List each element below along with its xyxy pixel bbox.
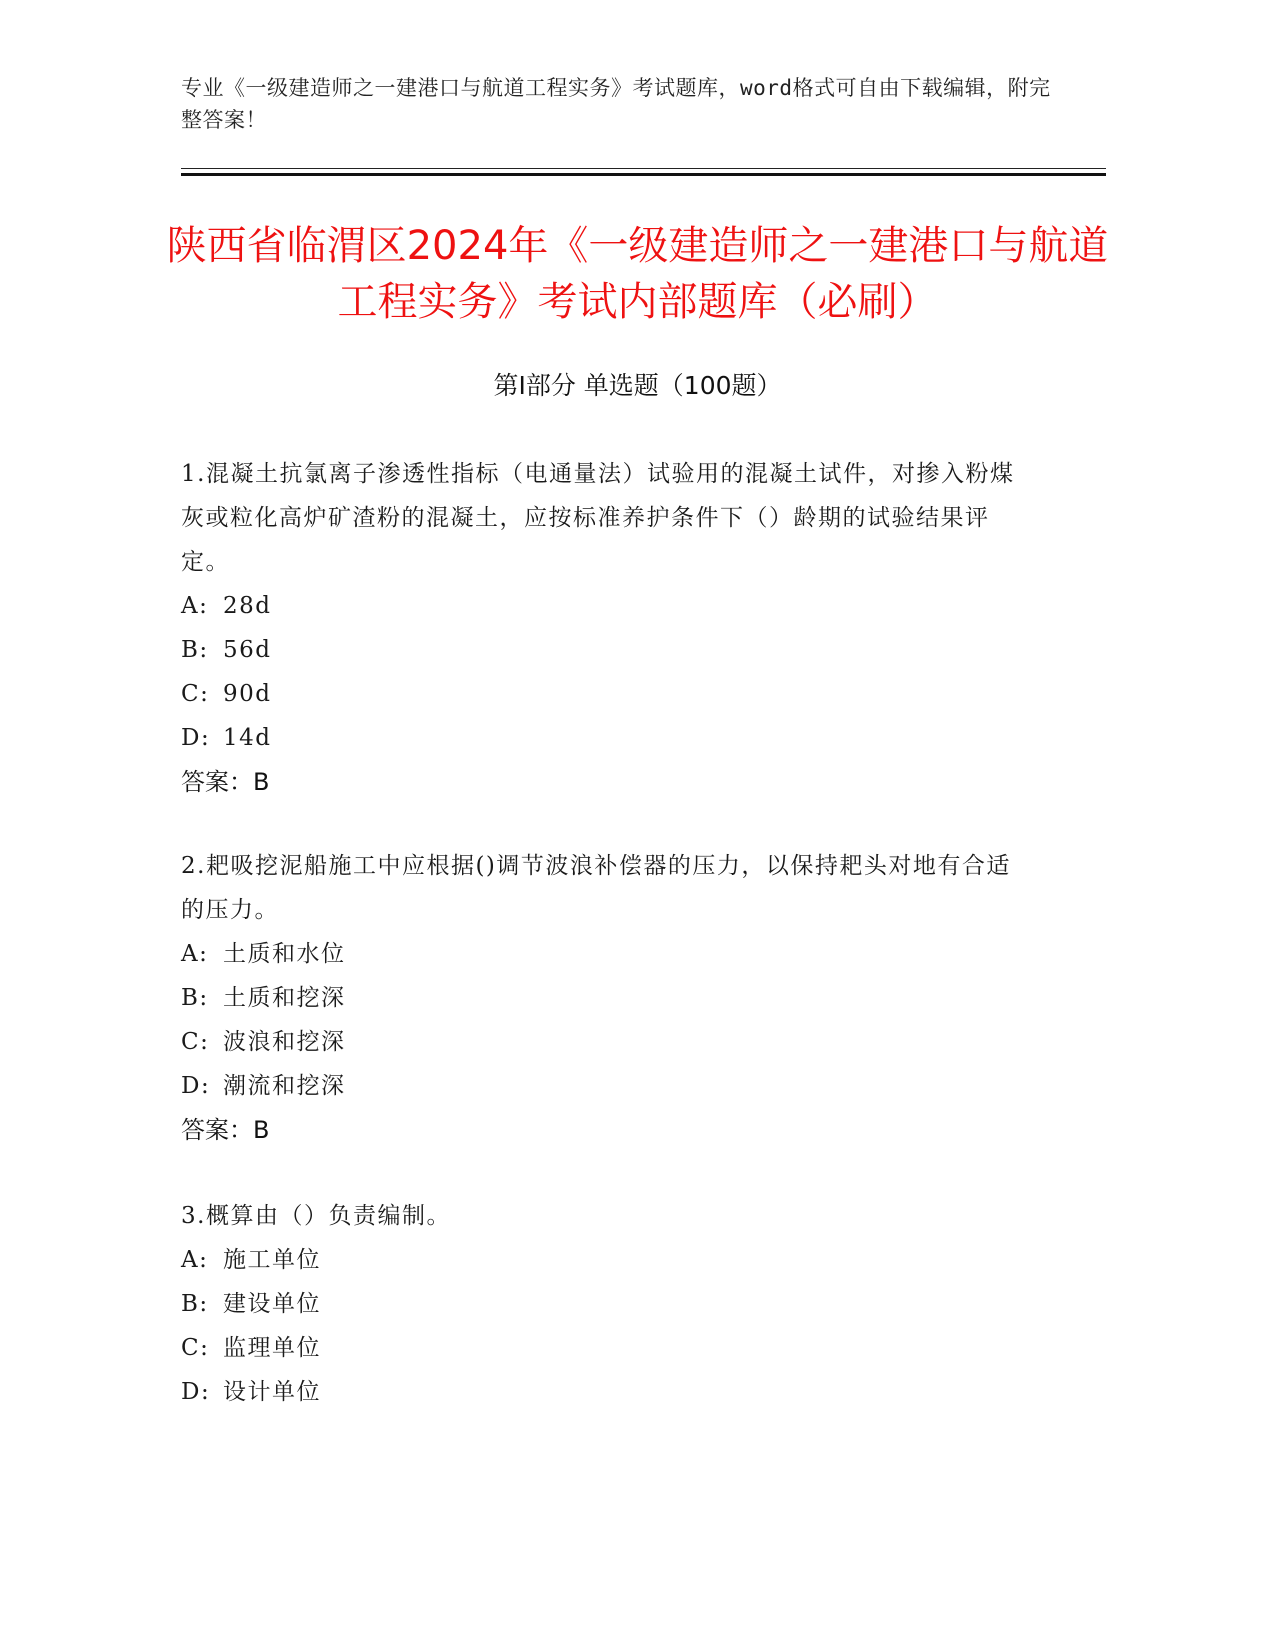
question-stem: 2.耙吸挖泥船施工中应根据()调节波浪补偿器的压力，以保持耙头对地有合适的压力。 (181, 853, 1011, 923)
option-text: 土质和水位 (223, 941, 346, 967)
option-text: 90d (223, 681, 272, 707)
option-d (181, 1370, 1021, 1414)
option-key: D: (181, 1379, 211, 1405)
option-c (181, 1326, 1021, 1370)
answer-line: 答案：B (181, 768, 270, 796)
option-key: B: (181, 637, 209, 663)
option-key: C: (181, 1335, 210, 1361)
option-text: 施工单位 (223, 1247, 321, 1273)
option-b (181, 628, 1021, 672)
option-key: B: (181, 985, 209, 1011)
header-note: 专业《一级建造师之一建港口与航道工程实务》考试题库，word格式可自由下载编辑，附完整答案！ (181, 76, 1051, 132)
question-stem: 3.概算由（）负责编制。 (181, 1203, 451, 1229)
option-text: 14d (223, 725, 272, 751)
document-title: 陕西省临渭区2024年《一级建造师之一建港口与航道工程实务》考试内部题库（必刷） (166, 223, 1109, 325)
option-text: 土质和挖深 (223, 985, 346, 1011)
option-b (181, 976, 1021, 1020)
option-d (181, 716, 1021, 760)
option-text: 28d (223, 593, 272, 619)
option-text: 潮流和挖深 (223, 1073, 346, 1099)
option-c (181, 672, 1021, 716)
header-rule-thin (181, 168, 1106, 169)
option-key: A: (181, 593, 209, 619)
option-text: 监理单位 (223, 1335, 321, 1361)
question-3 (181, 1194, 1021, 1414)
option-key: A: (181, 1247, 209, 1273)
question-1 (181, 452, 1021, 804)
option-b (181, 1282, 1021, 1326)
option-key: A: (181, 941, 209, 967)
option-text: 波浪和挖深 (223, 1029, 346, 1055)
option-d (181, 1064, 1021, 1108)
option-a (181, 584, 1021, 628)
section-heading: 第I部分 单选题（100题） (493, 371, 782, 400)
option-key: D: (181, 725, 211, 751)
option-c (181, 1020, 1021, 1064)
option-key: B: (181, 1291, 209, 1317)
option-key: C: (181, 1029, 210, 1055)
option-text: 设计单位 (223, 1379, 321, 1405)
option-key: C: (181, 681, 210, 707)
option-text: 建设单位 (223, 1291, 321, 1317)
option-text: 56d (223, 637, 272, 663)
option-key: D: (181, 1073, 211, 1099)
question-stem: 1.混凝土抗氯离子渗透性指标（电通量法）试验用的混凝土试件，对掺入粉煤灰或粒化高炉矿渣粉的混凝土，应按标准养护条件下（）龄期的试验结果评定。 (181, 461, 1015, 575)
option-a (181, 1238, 1021, 1282)
answer-line: 答案：B (181, 1116, 270, 1144)
option-a (181, 932, 1021, 976)
header-rule-thick (181, 173, 1106, 176)
question-2 (181, 844, 1021, 1152)
